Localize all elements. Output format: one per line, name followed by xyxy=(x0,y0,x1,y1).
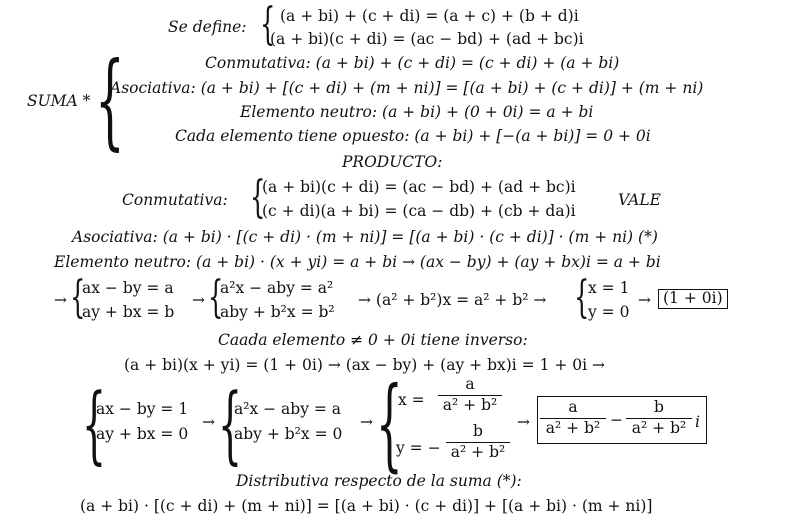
inverse-result-box xyxy=(537,396,707,444)
inv-y-label: y = − xyxy=(396,439,441,457)
fraction-x xyxy=(438,376,502,415)
fraction-x-numerator: a xyxy=(465,375,475,393)
fraction-y xyxy=(446,423,510,462)
fraction-result-imag-numerator: b xyxy=(654,398,664,416)
inverse-minus-sign: − xyxy=(610,411,623,429)
brace-inv-sys3: { xyxy=(376,365,403,482)
fraction-x-denominator: a² + b² xyxy=(442,395,498,414)
inv-sys2-line2: aby + b²x = 0 xyxy=(234,425,343,443)
producto-neutro: Elemento neutro: (a + bi) · (x + yi) = a + bi → (ax − by) + (ay + bx)i = a + bi xyxy=(54,253,661,271)
brace-sys2: { xyxy=(208,272,224,323)
brace-producto-conmutativa: { xyxy=(250,172,266,223)
sys2-line2: aby + b²x = b² xyxy=(220,303,335,321)
fraction-result-real-denominator: a² + b² xyxy=(545,418,601,437)
sys1-arrow: → xyxy=(54,291,67,309)
inv-arrow3: → xyxy=(517,413,530,431)
inv-x-label: x = xyxy=(398,391,425,409)
sys2-result: → (a² + b²)x = a² + b² → xyxy=(358,291,547,309)
def-product-line: (a + bi)(c + di) = (ac − bd) + (ad + bc)i xyxy=(270,30,584,48)
inv-sys1-line1: ax − by = 1 xyxy=(96,400,189,418)
brace-sys3: { xyxy=(574,272,590,323)
suma-label: SUMA * xyxy=(27,92,91,110)
fraction-result-imag-denominator: a² + b² xyxy=(631,418,687,437)
sys3-arrow: → xyxy=(638,291,651,309)
vale-label: VALE xyxy=(618,191,661,209)
inverso-heading: Caada elemento ≠ 0 + 0i tiene inverso: xyxy=(218,331,528,349)
inv-arrow2: → xyxy=(360,413,373,431)
suma-asociativa: Asociativa: (a + bi) + [(c + di) + (m + ni)] = [(a + bi) + (c + di)] + (m + ni) xyxy=(110,79,704,97)
brace-suma: { xyxy=(95,39,125,161)
producto-conmutativa-label: Conmutativa: xyxy=(122,191,228,209)
inverso-equation: (a + bi)(x + yi) = (1 + 0i) → (ax − by) + (ay + bx)i = 1 + 0i → xyxy=(124,356,606,374)
producto-asociativa: Asociativa: (a + bi) · [(c + di) · (m + ni)] = [(a + bi) · (c + di)] · (m + ni) (*) xyxy=(72,228,658,246)
sys3-line2: y = 0 xyxy=(588,303,630,321)
fraction-result-real xyxy=(540,399,606,438)
distributiva-equation: (a + bi) · [(c + di) + (m + ni)] = [(a + bi) · (c + di)] + [(a + bi) · (m + ni)] xyxy=(80,497,653,515)
brace-sys1: { xyxy=(70,272,86,323)
producto-heading: PRODUCTO: xyxy=(342,153,443,171)
producto-conm-line2: (c + di)(a + bi) = (ca − db) + (cb + da)i xyxy=(262,202,576,220)
fraction-y-numerator: b xyxy=(473,422,483,440)
sys3-line1: x = 1 xyxy=(588,279,630,297)
imaginary-unit: i xyxy=(695,413,700,431)
fraction-y-denominator: a² + b² xyxy=(450,442,506,461)
sys1-line2: ay + bx = b xyxy=(82,303,175,321)
suma-opuesto: Cada elemento tiene opuesto: (a + bi) + [−(a + bi)] = 0 + 0i xyxy=(175,127,651,145)
inv-sys1-line2: ay + bx = 0 xyxy=(96,425,189,443)
se-define-label: Se define: xyxy=(168,18,247,36)
neutral-result-box: (1 + 0i) xyxy=(658,289,728,309)
fraction-result-imag xyxy=(626,399,692,438)
fraction-result-real-numerator: a xyxy=(568,398,578,416)
brace-inv-sys1: { xyxy=(82,375,107,473)
suma-conmutativa: Conmutativa: (a + bi) + (c + di) = (c + di) + (a + bi) xyxy=(205,54,620,72)
brace-se-define: { xyxy=(260,0,276,50)
inv-arrow1: → xyxy=(202,413,215,431)
sys2-line1: a²x − aby = a² xyxy=(220,279,334,297)
brace-inv-sys2: { xyxy=(218,375,243,473)
inv-sys2-line1: a²x − aby = a xyxy=(234,400,342,418)
producto-conm-line1: (a + bi)(c + di) = (ac − bd) + (ad + bc)i xyxy=(262,178,576,196)
suma-neutro: Elemento neutro: (a + bi) + (0 + 0i) = a + bi xyxy=(240,103,594,121)
def-sum-line: (a + bi) + (c + di) = (a + c) + (b + d)i xyxy=(280,7,579,25)
sys2-arrow: → xyxy=(192,291,205,309)
distributiva-heading: Distributiva respecto de la suma (*): xyxy=(236,472,522,490)
sys1-line1: ax − by = a xyxy=(82,279,174,297)
